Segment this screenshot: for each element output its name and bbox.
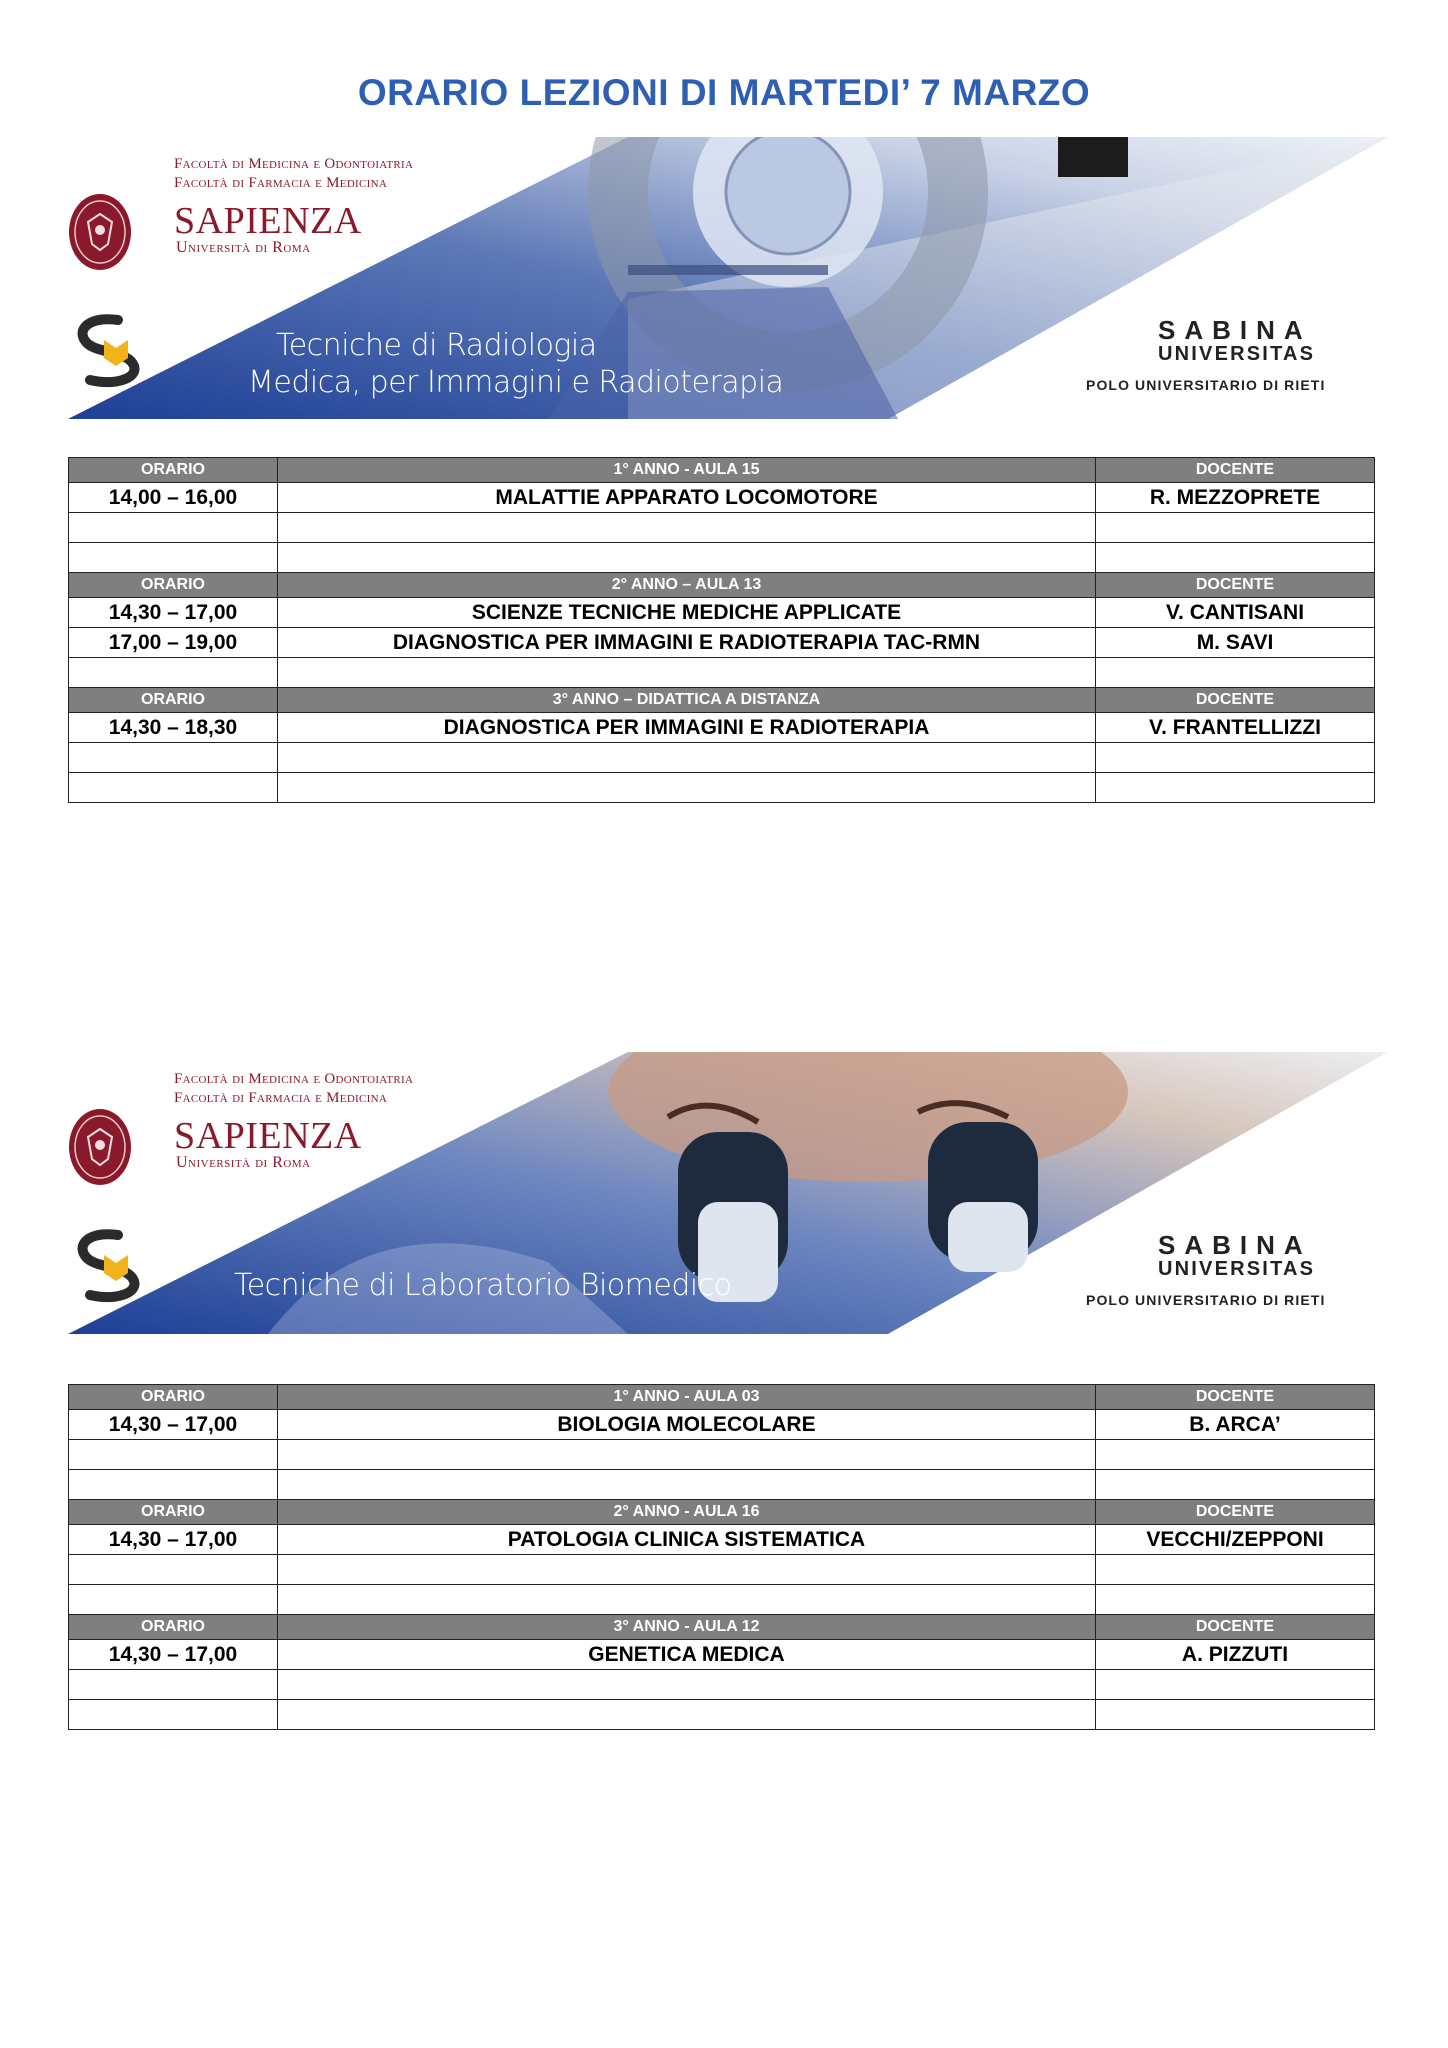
table-row [69, 773, 1375, 803]
cell-course [278, 1555, 1096, 1585]
cell-course [278, 1670, 1096, 1700]
cell-teacher: V. CANTISANI [1096, 598, 1375, 628]
cell-course: MALATTIE APPARATO LOCOMOTORE [278, 483, 1096, 513]
table-row [69, 598, 1375, 628]
header-teacher: DOCENTE [1096, 1615, 1375, 1640]
cell-teacher: A. PIZZUTI [1096, 1640, 1375, 1670]
cell-course [278, 543, 1096, 573]
cell-time [69, 1440, 278, 1470]
cell-time [69, 1670, 278, 1700]
cell-time [69, 1585, 278, 1615]
cell-course: DIAGNOSTICA PER IMMAGINI E RADIOTERAPIA [278, 713, 1096, 743]
table-row [69, 1470, 1375, 1500]
cell-course: PATOLOGIA CLINICA SISTEMATICA [278, 1525, 1096, 1555]
cell-teacher [1096, 1670, 1375, 1700]
cell-course: GENETICA MEDICA [278, 1640, 1096, 1670]
cell-course [278, 658, 1096, 688]
partner-subtitle: UNIVERSITAS [1158, 1258, 1316, 1280]
cell-course [278, 1585, 1096, 1615]
course-title-line-2: Medica, per Immagini e Radioterapia [248, 365, 784, 400]
university-name: SAPIENZA [174, 1115, 362, 1157]
page-title: ORARIO LEZIONI DI MARTEDI’ 7 MARZO [357, 72, 1091, 113]
table-row [69, 1585, 1375, 1615]
header-course: 2° ANNO - AULA 16 [278, 1500, 1096, 1525]
table-row [69, 1525, 1375, 1555]
cell-teacher: VECCHI/ZEPPONI [1096, 1525, 1375, 1555]
table-row [69, 1700, 1375, 1730]
radiology-schedule-table [68, 457, 1375, 803]
cell-teacher: B. ARCA’ [1096, 1410, 1375, 1440]
table-row [69, 1440, 1375, 1470]
cell-time: 17,00 – 19,00 [69, 628, 278, 658]
header-time: ORARIO [69, 688, 278, 713]
header-course: 3° ANNO – DIDATTICA A DISTANZA [278, 688, 1096, 713]
sapienza-seal-logo [68, 1107, 132, 1187]
cell-time [69, 1470, 278, 1500]
cell-time [69, 513, 278, 543]
header-teacher: DOCENTE [1096, 688, 1375, 713]
laboratory-banner [68, 1052, 1388, 1334]
table-row [69, 743, 1375, 773]
header-course: 1° ANNO - AULA 15 [278, 458, 1096, 483]
university-subtitle: Università di Roma [176, 1154, 311, 1171]
cell-time: 14,30 – 17,00 [69, 598, 278, 628]
faculty-lines [174, 155, 413, 193]
table-header-row [69, 1615, 1375, 1640]
table-row [69, 1640, 1375, 1670]
cell-course [278, 743, 1096, 773]
table-header-row [69, 1500, 1375, 1525]
table-row [69, 1410, 1375, 1440]
header-time: ORARIO [69, 1615, 278, 1640]
table-row [69, 713, 1375, 743]
cell-time [69, 1700, 278, 1730]
laboratory-schedule-table [68, 1384, 1375, 1730]
cell-teacher [1096, 1470, 1375, 1500]
faculty-line-2: Facoltà di Farmacia e Medicina [174, 1090, 388, 1106]
header-teacher: DOCENTE [1096, 573, 1375, 598]
cell-course: BIOLOGIA MOLECOLARE [278, 1410, 1096, 1440]
radiology-banner [68, 137, 1388, 419]
cell-time: 14,00 – 16,00 [69, 483, 278, 513]
table-row [69, 483, 1375, 513]
cell-teacher: M. SAVI [1096, 628, 1375, 658]
cell-course [278, 1700, 1096, 1730]
cell-time: 14,30 – 17,00 [69, 1640, 278, 1670]
faculty-line-1: Facoltà di Medicina e Odontoiatria [174, 1071, 414, 1087]
header-course: 1° ANNO - AULA 03 [278, 1385, 1096, 1410]
table-header-row [69, 1385, 1375, 1410]
cell-course: DIAGNOSTICA PER IMMAGINI E RADIOTERAPIA TAC-RMN [278, 628, 1096, 658]
university-subtitle: Università di Roma [176, 239, 311, 256]
partner-tagline: POLO UNIVERSITARIO DI RIETI [1086, 377, 1326, 393]
cell-course [278, 773, 1096, 803]
table-row [69, 1670, 1375, 1700]
cell-teacher [1096, 543, 1375, 573]
header-teacher: DOCENTE [1096, 1385, 1375, 1410]
partner-name: SABINA [1158, 315, 1312, 345]
table-row [69, 513, 1375, 543]
faculty-lines [174, 1070, 413, 1108]
cell-time [69, 658, 278, 688]
cell-course: SCIENZE TECNICHE MEDICHE APPLICATE [278, 598, 1096, 628]
sabina-logo-mark [68, 310, 368, 394]
cell-teacher: R. MEZZOPRETE [1096, 483, 1375, 513]
cell-course [278, 1440, 1096, 1470]
cell-teacher [1096, 1700, 1375, 1730]
course-title-line-1: Tecniche di Laboratorio Biomedico [234, 1268, 732, 1303]
course-title-line-1: Tecniche di Radiologia [276, 328, 597, 363]
cell-time [69, 773, 278, 803]
header-teacher: DOCENTE [1096, 1500, 1375, 1525]
cell-teacher [1096, 1555, 1375, 1585]
cell-teacher [1096, 513, 1375, 543]
faculty-line-1: Facoltà di Medicina e Odontoiatria [174, 156, 414, 172]
partner-name: SABINA [1158, 1230, 1312, 1260]
sapienza-seal-logo [68, 192, 132, 272]
header-time: ORARIO [69, 458, 278, 483]
table-row [69, 1555, 1375, 1585]
cell-time [69, 743, 278, 773]
table-header-row [69, 573, 1375, 598]
partner-subtitle: UNIVERSITAS [1158, 343, 1316, 365]
cell-teacher [1096, 1440, 1375, 1470]
cell-teacher [1096, 743, 1375, 773]
table-header-row [69, 688, 1375, 713]
header-time: ORARIO [69, 1500, 278, 1525]
university-name: SAPIENZA [174, 200, 362, 242]
header-teacher: DOCENTE [1096, 458, 1375, 483]
cell-time [69, 543, 278, 573]
cell-time: 14,30 – 18,30 [69, 713, 278, 743]
cell-time [69, 1555, 278, 1585]
sabina-logo-mark [68, 1225, 368, 1309]
table-header-row [69, 458, 1375, 483]
faculty-line-2: Facoltà di Farmacia e Medicina [174, 175, 388, 191]
cell-teacher [1096, 658, 1375, 688]
table-row [69, 628, 1375, 658]
header-time: ORARIO [69, 1385, 278, 1410]
cell-teacher: V. FRANTELLIZZI [1096, 713, 1375, 743]
partner-tagline: POLO UNIVERSITARIO DI RIETI [1086, 1292, 1326, 1308]
cell-course [278, 1470, 1096, 1500]
table-row [69, 543, 1375, 573]
header-course: 2° ANNO – AULA 13 [278, 573, 1096, 598]
cell-teacher [1096, 1585, 1375, 1615]
cell-time: 14,30 – 17,00 [69, 1525, 278, 1555]
cell-teacher [1096, 773, 1375, 803]
table-row [69, 658, 1375, 688]
cell-course [278, 513, 1096, 543]
header-course: 3° ANNO - AULA 12 [278, 1615, 1096, 1640]
cell-time: 14,30 – 17,00 [69, 1410, 278, 1440]
header-time: ORARIO [69, 573, 278, 598]
